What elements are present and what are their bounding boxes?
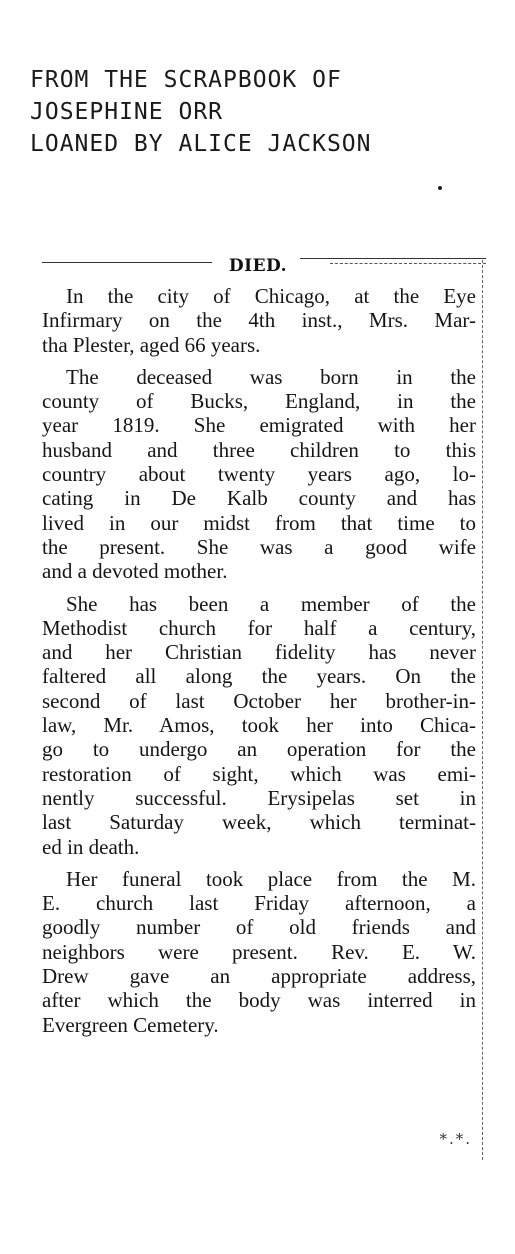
- text-line: husband and three children to this: [42, 437, 476, 462]
- text-line: after which the body was interred in: [42, 988, 476, 1013]
- paragraph-1: [42, 284, 476, 357]
- text-line: Her funeral took place from the M.: [66, 866, 476, 891]
- text-line: go to undergo an operation for the: [42, 737, 476, 762]
- text-line: In the city of Chicago, at the Eye: [66, 284, 476, 308]
- stray-ink-dot: [438, 186, 442, 190]
- text-line: cating in De Kalb county and has: [42, 486, 476, 511]
- text-line: ed in death.: [42, 834, 140, 859]
- text-line: goodly number of old friends and: [42, 915, 476, 940]
- text-line: neighbors were present. Rev. E. W.: [42, 939, 476, 964]
- text-line: second of last October her brother-in-: [42, 688, 476, 713]
- obituary-headline: DIED.: [228, 256, 288, 276]
- text-line: country about twenty years ago, lo-: [42, 462, 476, 487]
- attribution-line-1: FROM THE SCRAPBOOK OF: [30, 67, 342, 93]
- text-line: tha Plester, aged 66 years.: [42, 332, 261, 357]
- text-line: restoration of sight, which was emi-: [42, 761, 476, 786]
- text-line: and her Christian fidelity has never: [42, 640, 476, 665]
- text-line: She has been a member of the: [66, 591, 476, 616]
- scrapbook-attribution: [30, 64, 372, 160]
- text-line: the present. She was a good wife: [42, 534, 476, 559]
- text-line: and a devoted mother.: [42, 559, 228, 584]
- paragraph-2: [42, 365, 476, 584]
- text-line: law, Mr. Amos, took her into Chica-: [42, 713, 476, 738]
- text-line: Infirmary on the 4th inst., Mrs. Mar-: [42, 308, 476, 333]
- signoff-mark: *.*.: [439, 1130, 472, 1148]
- text-line: county of Bucks, England, in the: [42, 389, 476, 414]
- paragraph-3: [42, 592, 476, 859]
- text-line: nently successful. Erysipelas set in: [42, 785, 476, 810]
- attribution-line-2: JOSEPHINE ORR: [30, 99, 224, 125]
- clipping-torn-edge: [482, 260, 483, 1160]
- text-line: E. church last Friday afternoon, a: [42, 891, 476, 916]
- text-line: lived in our midst from that time to: [42, 510, 476, 535]
- attribution-line-3: LOANED BY ALICE JACKSON: [30, 131, 372, 157]
- text-line: Evergreen Cemetery.: [42, 1012, 219, 1037]
- text-line: year 1819. She emigrated with her: [42, 413, 476, 438]
- newspaper-clipping: [32, 248, 484, 1164]
- text-line: faltered all along the years. On the: [42, 664, 476, 689]
- text-line: The deceased was born in the: [66, 364, 476, 389]
- paragraph-4: [42, 867, 476, 1037]
- obituary-body: [42, 284, 476, 1045]
- text-line: Methodist church for half a century,: [42, 615, 476, 640]
- text-line: Drew gave an appropriate address,: [42, 964, 476, 989]
- text-line: last Saturday week, which terminat-: [42, 810, 476, 835]
